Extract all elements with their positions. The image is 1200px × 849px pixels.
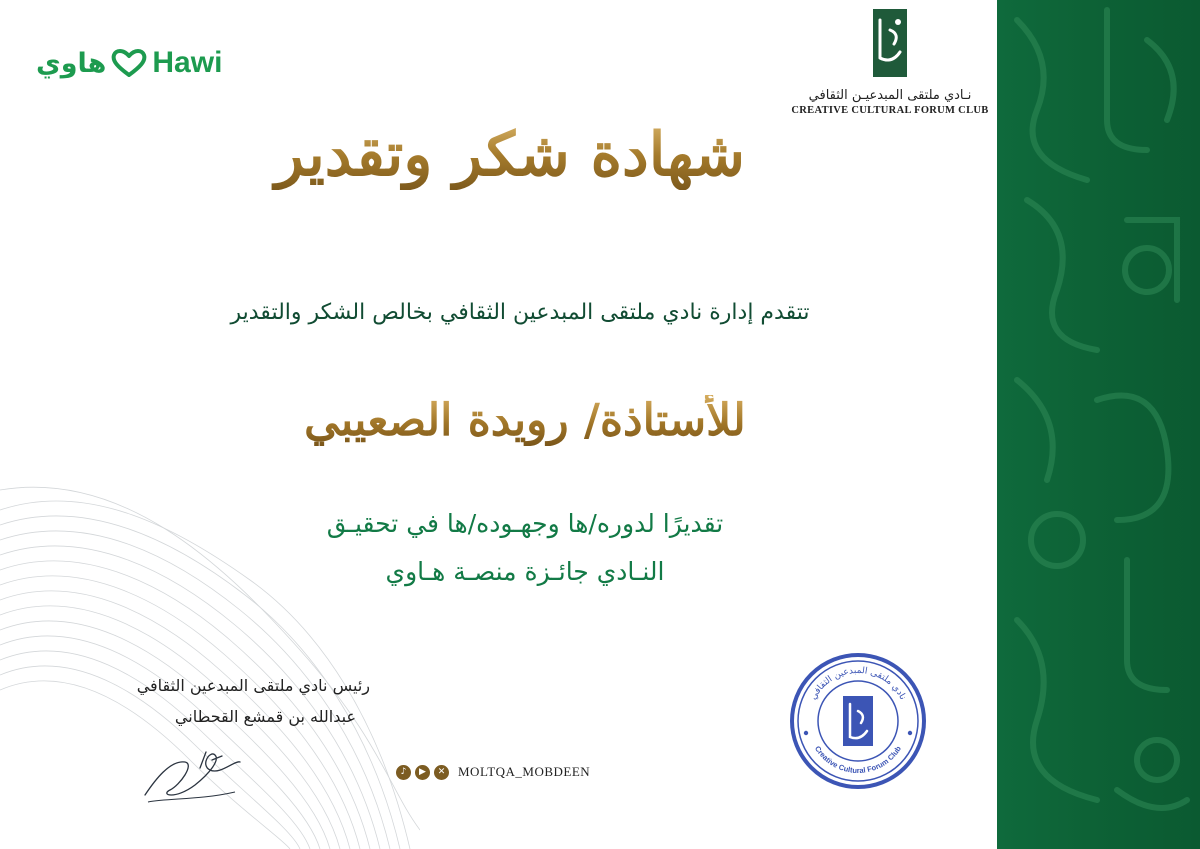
hawi-logo-arabic: هاوي xyxy=(36,47,107,79)
club-stamp xyxy=(788,651,928,791)
x-icon[interactable]: ✕ xyxy=(434,765,449,780)
signatory-role: رئيس نادي ملتقى المبدعين الثقافي xyxy=(136,676,370,695)
recipient-name: للأستاذة/ رويدة الصعيبي xyxy=(200,395,850,446)
hawi-logo-english: Hawi xyxy=(152,46,223,79)
stamp-english-text: Creative Cultural Forum Club xyxy=(813,744,903,776)
hawi-logo xyxy=(36,46,222,80)
svg-text:Creative Cultural Forum Club xyxy=(813,744,903,775)
tiktok-icon[interactable]: ♪ xyxy=(396,765,411,780)
reason-line-1: تقديرًا لدوره/ها وجهـوده/ها في تحقيـق xyxy=(326,509,724,538)
intro-text: تتقدم إدارة نادي ملتقى المبدعين الثقافي بخالص الشكر والتقدير xyxy=(230,300,810,325)
signatory-name: عبدالله بن قمشع القحطاني xyxy=(174,707,356,726)
youtube-icon[interactable]: ▶ xyxy=(415,765,430,780)
club-logo xyxy=(790,8,990,116)
social-links xyxy=(396,764,590,780)
signatory-block xyxy=(30,676,370,726)
club-name-arabic: نـادي ملتقى المبدعيـن الثقافي xyxy=(808,88,972,103)
calligraphy-pattern xyxy=(997,0,1200,849)
green-decorative-band xyxy=(997,0,1200,849)
certificate-title: شهادة شكر وتقدير xyxy=(260,120,760,190)
stamp-arabic-text: نادي ملتقى المبدعين الثقافي xyxy=(808,665,908,702)
heart-icon xyxy=(110,48,148,78)
club-emblem-icon xyxy=(872,8,908,78)
social-handle[interactable]: MOLTQA_MOBDEEN xyxy=(458,764,591,779)
reason-line-2: النـادي جائـزة منصـة هـاوي xyxy=(385,557,665,586)
club-name-english: CREATIVE CULTURAL FORUM CLUB xyxy=(791,105,989,116)
handwritten-signature xyxy=(140,740,250,810)
reason-text xyxy=(200,500,850,596)
